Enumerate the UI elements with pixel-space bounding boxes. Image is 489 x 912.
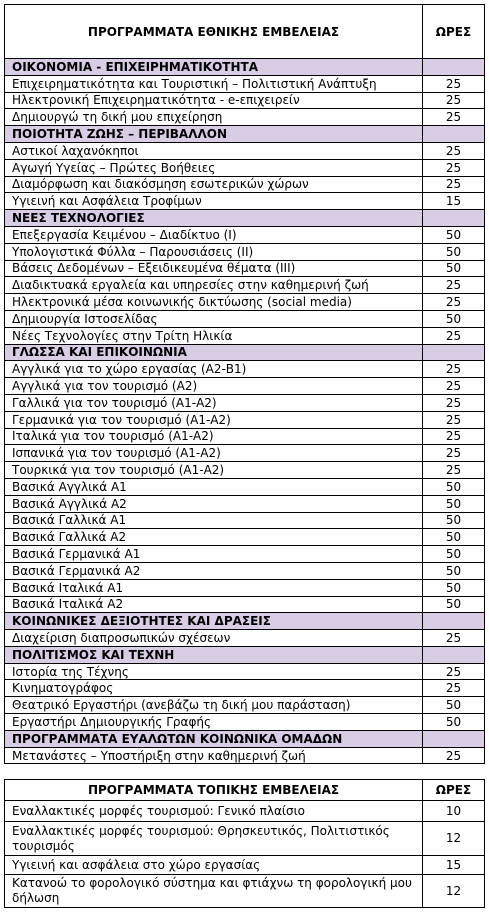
table-row	[5, 856, 485, 875]
table-row	[5, 478, 485, 495]
table-row-hours: 12	[423, 875, 485, 908]
table-row-label: Ιταλικά για τον τουρισμό (Α1-Α2)	[5, 428, 423, 445]
table-row-hours: 25	[423, 176, 485, 193]
table-row-label: Διαδικτυακά εργαλεία και υπηρεσίες στην καθημερινή ζωή	[5, 277, 423, 294]
category-row-label: ΝΕΕΣ ΤΕΧΝΟΛΟΓΙΕΣ	[5, 210, 423, 227]
table-row-label: Βασικά Γαλλικά Α1	[5, 512, 423, 529]
table-row-label: Δημιουργία Ιστοσελίδας	[5, 310, 423, 327]
category-row-hours	[423, 613, 485, 630]
table-row	[5, 142, 485, 159]
table-row-label: Αστικοί λαχανόκηποι	[5, 142, 423, 159]
table-row	[5, 801, 485, 822]
table-row-hours: 25	[423, 411, 485, 428]
category-row-label: ΠΡΟΓΡΑΜΜΑΤΑ ΕΥΑΛΩΤΩΝ ΚΟΙΝΩΝΙΚΑ ΟΜΑΔΩΝ	[5, 730, 423, 747]
table-row-label: Αγγλικά για το χώρο εργασίας (Α2-Β1)	[5, 361, 423, 378]
table-row	[5, 378, 485, 395]
category-row-label: ΟΙΚΟΝΟΜΙΑ - ΕΠΙΧΕΙΡΗΜΑΤΙΚΟΤΗΤΑ	[5, 59, 423, 76]
table-row	[5, 512, 485, 529]
table-row-hours: 50	[423, 512, 485, 529]
table-row	[5, 226, 485, 243]
category-row-hours	[423, 59, 485, 76]
table-row-label: Διαμόρφωση και διακόσμηση εσωτερικών χώρων	[5, 176, 423, 193]
table-row-hours: 25	[423, 680, 485, 697]
table-row-hours: 25	[423, 277, 485, 294]
local-header-label: ΠΡΟΓΡΑΜΜΑΤΑ ΤΟΠΙΚΗΣ ΕΜΒΕΛΕΙΑΣ	[5, 780, 423, 801]
table-row-label: Βασικά Γερμανικά Α2	[5, 562, 423, 579]
table-row-hours: 50	[423, 596, 485, 613]
table-row-label: Βασικά Γαλλικά Α2	[5, 529, 423, 546]
category-row-label: ΠΟΛΙΤΙΣΜΟΣ ΚΑΙ ΤΕΧΝΗ	[5, 646, 423, 663]
category-row-hours	[423, 730, 485, 747]
category-row	[5, 344, 485, 361]
table-row	[5, 327, 485, 344]
table-row-hours: 15	[423, 193, 485, 210]
category-row	[5, 646, 485, 663]
category-row	[5, 613, 485, 630]
table-row	[5, 176, 485, 193]
category-row-hours	[423, 210, 485, 227]
table-row-label: Νέες Τεχνολογίες στην Τρίτη Ηλικία	[5, 327, 423, 344]
table-row-hours: 50	[423, 714, 485, 731]
national-programs-table	[4, 4, 485, 764]
table-row-hours: 25	[423, 142, 485, 159]
table-row-label: Μετανάστες – Υποστήριξη στην καθημερινή ζωή	[5, 747, 423, 764]
table-row-label: Βασικά Γερμανικά Α1	[5, 546, 423, 563]
table-row-label: Δημιουργώ τη δική μου επιχείρηση	[5, 109, 423, 126]
table-row-label: Υπολογιστικά Φύλλα – Παρουσιάσεις (ΙΙ)	[5, 243, 423, 260]
table-row	[5, 697, 485, 714]
category-row	[5, 730, 485, 747]
local-programs-table	[4, 779, 485, 908]
table-row-hours: 25	[423, 445, 485, 462]
table-row	[5, 630, 485, 647]
table-row-hours: 25	[423, 462, 485, 479]
table-row-label: Τουρκικά για τον τουρισμό (Α1-Α2)	[5, 462, 423, 479]
table-row	[5, 193, 485, 210]
table-row	[5, 294, 485, 311]
table-row	[5, 394, 485, 411]
table-row-label: Υγιεινή και ασφάλεια στο χώρο εργασίας	[5, 856, 423, 875]
table-row-label: Βασικά Ιταλικά Α1	[5, 579, 423, 596]
table-row-hours: 50	[423, 243, 485, 260]
category-row-hours	[423, 126, 485, 143]
national-header	[5, 5, 485, 59]
table-row	[5, 495, 485, 512]
table-row	[5, 445, 485, 462]
table-row	[5, 596, 485, 613]
category-row	[5, 59, 485, 76]
table-row-label: Κατανοώ το φορολογικό σύστημα και φτιάχνω τη φορολογική μου δήλωση	[5, 875, 423, 908]
table-row-hours: 25	[423, 159, 485, 176]
national-header-label: ΠΡΟΓΡΑΜΜΑΤΑ ΕΘΝΙΚΗΣ ΕΜΒΕΛΕΙΑΣ	[5, 5, 423, 59]
table-row-hours: 50	[423, 495, 485, 512]
table-row-hours: 25	[423, 378, 485, 395]
table-row	[5, 747, 485, 764]
table-gap	[0, 768, 489, 779]
table-row-hours: 25	[423, 428, 485, 445]
table-row-label: Εναλλακτικές μορφές τουρισμού: Θρησκευτικός, Πολιτιστικός τουρισμός	[5, 822, 423, 856]
table-row-label: Επεξεργασία Κειμένου – Διαδίκτυο (Ι)	[5, 226, 423, 243]
table-row	[5, 277, 485, 294]
table-row	[5, 428, 485, 445]
table-row-hours: 50	[423, 546, 485, 563]
table-row-label: Γερμανικά για τον τουρισμό (Α1-Α2)	[5, 411, 423, 428]
table-row-label: Εναλλακτικές μορφές τουρισμού: Γενικό πλαίσιο	[5, 801, 423, 822]
table-row	[5, 310, 485, 327]
table-row	[5, 361, 485, 378]
table-row-hours: 50	[423, 579, 485, 596]
table-row-label: Βασικά Αγγλικά Α1	[5, 478, 423, 495]
table-row-hours: 50	[423, 529, 485, 546]
local-header-hours: ΩΡΕΣ	[423, 780, 485, 801]
category-row-label: ΚΟΙΝΩΝΙΚΕΣ ΔΕΞΙΟΤΗΤΕΣ ΚΑΙ ΔΡΑΣΕΙΣ	[5, 613, 423, 630]
table-row-label: Γαλλικά για τον τουρισμό (Α1-Α2)	[5, 394, 423, 411]
table-row	[5, 260, 485, 277]
table-row-hours: 50	[423, 226, 485, 243]
table-row-label: Ηλεκτρονική Επιχειρηματικότητα - e-επιχειρείν	[5, 92, 423, 109]
table-row-hours: 25	[423, 663, 485, 680]
table-row-label: Βασικά Αγγλικά Α2	[5, 495, 423, 512]
table-row	[5, 562, 485, 579]
table-row-hours: 10	[423, 801, 485, 822]
table-row	[5, 875, 485, 908]
table-row	[5, 680, 485, 697]
table-row-label: Αγγλικά για τον τουρισμό (Α2)	[5, 378, 423, 395]
table-row-label: Κινηματογράφος	[5, 680, 423, 697]
category-row	[5, 210, 485, 227]
table-row	[5, 243, 485, 260]
table-row-hours: 25	[423, 361, 485, 378]
table-row-label: Εργαστήρι Δημιουργικής Γραφής	[5, 714, 423, 731]
table-row-label: Ιστορία της Τέχνης	[5, 663, 423, 680]
category-row-label: ΓΛΩΣΣΑ ΚΑΙ ΕΠΙΚΟΙΝΩΝΙΑ	[5, 344, 423, 361]
table-row-label: Υγιεινή και Ασφάλεια Τροφίμων	[5, 193, 423, 210]
table-row	[5, 546, 485, 563]
table-row	[5, 92, 485, 109]
table-row-hours: 25	[423, 294, 485, 311]
table-row-hours: 50	[423, 562, 485, 579]
table-row-hours: 25	[423, 109, 485, 126]
table-row-hours: 25	[423, 394, 485, 411]
table-row-hours: 25	[423, 747, 485, 764]
table-row-hours: 50	[423, 478, 485, 495]
table-row	[5, 579, 485, 596]
table-row-label: Αγωγή Υγείας – Πρώτες Βοήθειες	[5, 159, 423, 176]
local-header	[5, 780, 485, 801]
table-row	[5, 109, 485, 126]
table-row-hours: 15	[423, 856, 485, 875]
category-row-hours	[423, 646, 485, 663]
table-row-label: Θεατρικό Εργαστήρι (ανεβάζω τη δική μου παράσταση)	[5, 697, 423, 714]
table-row-hours: 25	[423, 630, 485, 647]
table-row-label: Ηλεκτρονικά μέσα κοινωνικής δικτύωσης (social media)	[5, 294, 423, 311]
table-row-label: Επιχειρηματικότητα και Τουριστική – Πολιτιστική Ανάπτυξη	[5, 75, 423, 92]
table-row-hours: 12	[423, 822, 485, 856]
category-row	[5, 126, 485, 143]
table-row-label: Βασικά Ιταλικά Α2	[5, 596, 423, 613]
table-row	[5, 462, 485, 479]
table-row-hours: 25	[423, 75, 485, 92]
table-row-label: Ισπανικά για τον τουρισμό (Α1-Α2)	[5, 445, 423, 462]
table-row	[5, 663, 485, 680]
table-row	[5, 822, 485, 856]
table-row-label: Βάσεις Δεδομένων – Εξειδικευμένα θέματα (ΙΙΙ)	[5, 260, 423, 277]
table-row	[5, 529, 485, 546]
table-row-hours: 50	[423, 310, 485, 327]
table-row-label: Διαχείριση διαπροσωπικών σχέσεων	[5, 630, 423, 647]
table-row	[5, 75, 485, 92]
table-row	[5, 411, 485, 428]
category-row-hours	[423, 344, 485, 361]
table-row-hours: 25	[423, 92, 485, 109]
table-row	[5, 159, 485, 176]
table-row	[5, 714, 485, 731]
table-row-hours: 50	[423, 697, 485, 714]
category-row-label: ΠΟΙΟΤΗΤΑ ΖΩΗΣ – ΠΕΡΙΒΑΛΛΟΝ	[5, 126, 423, 143]
table-row-hours: 25	[423, 327, 485, 344]
table-row-hours: 50	[423, 260, 485, 277]
national-header-hours: ΩΡΕΣ	[423, 5, 485, 59]
